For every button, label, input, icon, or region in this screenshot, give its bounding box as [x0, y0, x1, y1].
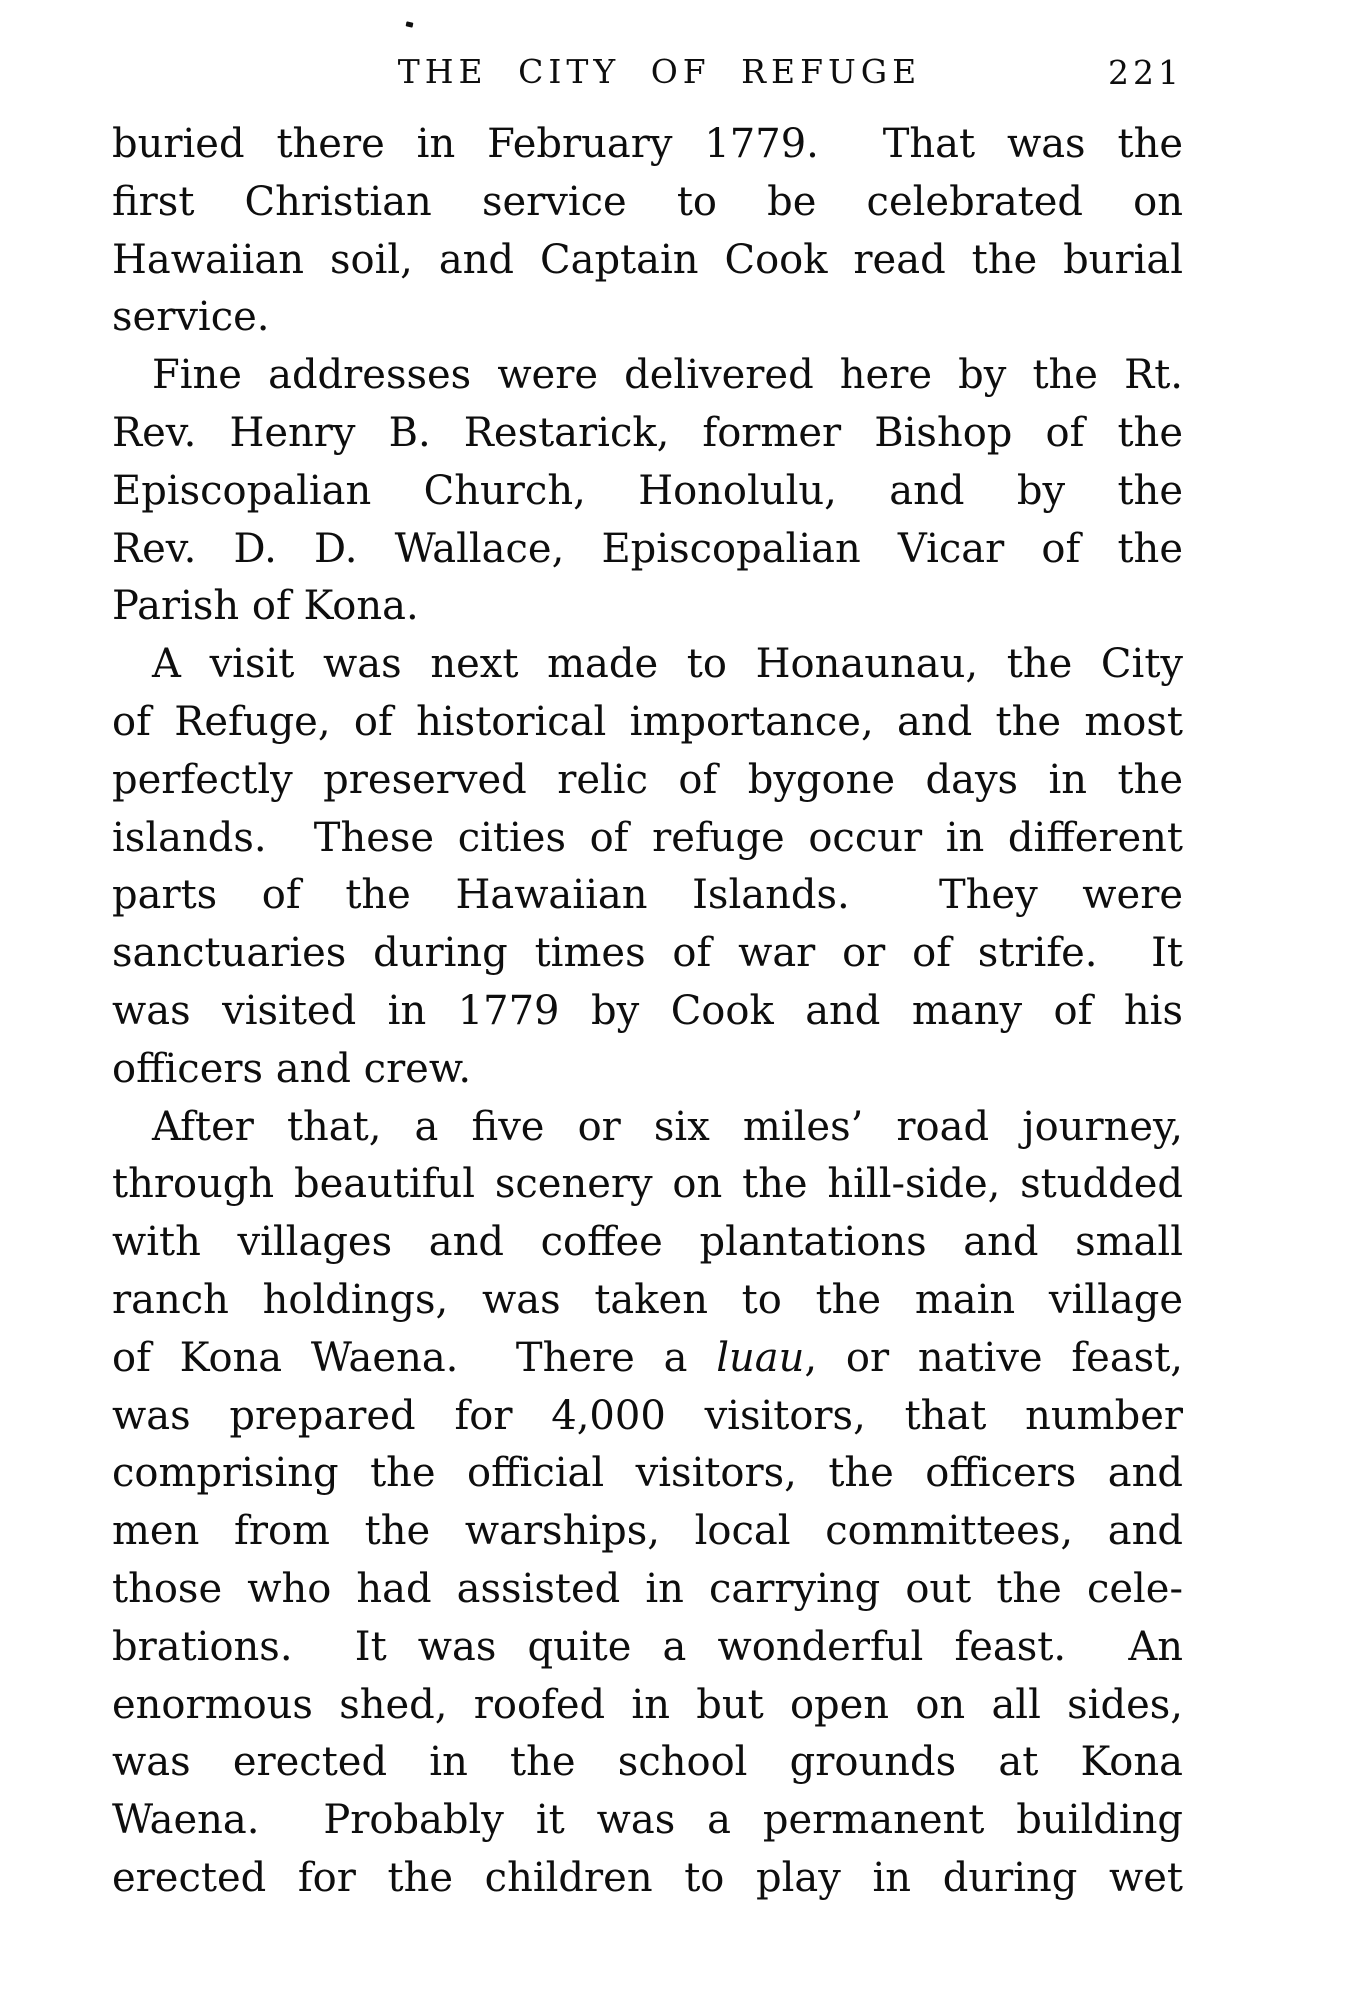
text-line: enormous shed, roofed in but open on all sides,	[112, 1681, 1183, 1728]
text-line: parts of the Hawaiian Islands. They were	[112, 872, 1183, 919]
text-line: buried there in February 1779. That was the	[112, 121, 1183, 167]
paragraph-2	[112, 347, 1183, 636]
text-block	[112, 116, 1183, 1908]
text-line: Hawaiian soil, and Captain Cook read the burial	[112, 236, 1183, 283]
text-line: through beautiful scenery on the hill-side, studded	[112, 1161, 1183, 1208]
paragraph-3	[112, 636, 1183, 1098]
text-line: Parish of Kona.	[112, 583, 419, 630]
text-line: Waena. Probably it was a permanent building	[112, 1797, 1183, 1844]
text-line: Rev. Henry B. Restarick, former Bishop of the	[112, 409, 1183, 456]
italic-word-luau: luau	[716, 1334, 805, 1381]
paragraph-1	[112, 116, 1183, 347]
text-line: of Refuge, of historical importance, and the most	[112, 698, 1183, 745]
text-line: sanctuaries during times of war or of strife. It	[112, 930, 1183, 977]
text-line: A visit was next made to Honaunau, the City	[152, 641, 1183, 688]
text-line: with villages and coffee plantations and small	[112, 1219, 1183, 1266]
text-line: comprising the official visitors, the officers and	[112, 1450, 1183, 1497]
text-line: Episcopalian Church, Honolulu, and by the	[112, 467, 1183, 514]
page-title: THE CITY OF REFUGE	[397, 52, 922, 91]
running-header	[112, 52, 1183, 94]
text-line: service.	[112, 294, 270, 341]
text-line: first Christian service to be celebrated on	[112, 178, 1183, 225]
page-number: 221	[1108, 53, 1183, 92]
text-line: erected for the children to play in during wet	[112, 1854, 1183, 1901]
text-line: officers and crew.	[112, 1045, 472, 1092]
text-line: After that, a five or six miles’ road journey,	[152, 1103, 1183, 1150]
text-line: those who had assisted in carrying out the cele-	[112, 1565, 1183, 1612]
ink-speck-artifact	[406, 21, 414, 27]
text-line: islands. These cities of refuge occur in different	[112, 814, 1183, 861]
text-line: Rev. D. D. Wallace, Episcopalian Vicar of the	[112, 525, 1183, 572]
text-line: ranch holdings, was taken to the main village	[112, 1276, 1183, 1323]
text-line: Fine addresses were delivered here by the Rt.	[152, 352, 1183, 399]
text-segment: of Kona Waena. There a	[112, 1334, 717, 1381]
text-line: men from the warships, local committees, and	[112, 1508, 1183, 1555]
text-line: perfectly preserved relic of bygone days in the	[112, 756, 1183, 803]
text-line: brations. It was quite a wonderful feast. An	[112, 1623, 1183, 1670]
text-line: was prepared for 4,000 visitors, that number	[112, 1392, 1183, 1439]
text-line: was erected in the school grounds at Kona	[112, 1739, 1183, 1786]
text-line: was visited in 1779 by Cook and many of his	[112, 987, 1183, 1034]
text-segment: , or native feast,	[804, 1334, 1183, 1381]
text-line	[112, 1330, 1183, 1388]
paragraph-4	[112, 1099, 1183, 1908]
